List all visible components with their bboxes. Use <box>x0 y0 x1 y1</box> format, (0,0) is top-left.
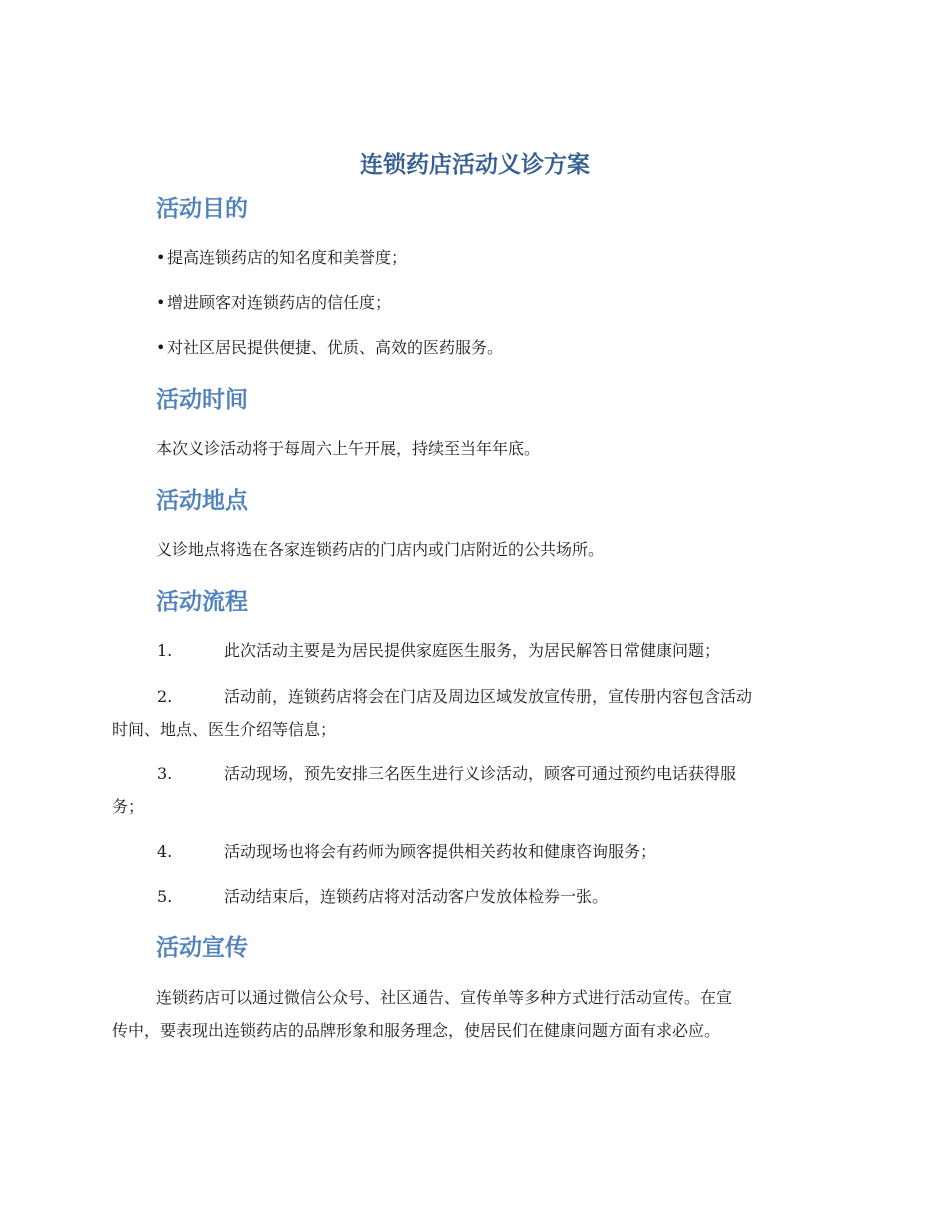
section-heading-location: 活动地点 <box>156 488 248 514</box>
purpose-bullet-text: 增进顾客对连锁药店的信任度； <box>167 293 392 312</box>
step-text: 活动现场也将会有药师为顾客提供相关药妆和健康咨询服务； <box>224 842 657 861</box>
location-paragraph: 义诊地点将选在各家连锁药店的门店内或门店附近的公共场所。 <box>156 540 605 559</box>
step-number: 5. <box>157 887 173 906</box>
step-text: 此次活动主要是为居民提供家庭医生服务，为居民解答日常健康问题； <box>224 641 721 660</box>
promotion-paragraph-line-2: 传中，要表现出连锁药店的品牌形象和服务理念，使居民们在健康问题方面有求必应。 <box>112 1021 721 1040</box>
bullet-dot: • <box>156 338 166 357</box>
section-heading-process: 活动流程 <box>156 589 248 615</box>
section-heading-purpose: 活动目的 <box>156 196 248 222</box>
section-heading-time: 活动时间 <box>156 387 248 413</box>
step-number: 1. <box>157 641 173 660</box>
bullet-dot: • <box>156 293 166 312</box>
promotion-paragraph-line-1: 连锁药店可以通过微信公众号、社区通告、宣传单等多种方式进行活动宣传。在宣 <box>156 988 733 1007</box>
step-text: 活动结束后，连锁药店将对活动客户发放体检券一张。 <box>224 887 609 906</box>
step-text-continued: 务； <box>112 797 145 816</box>
section-heading-promotion: 活动宣传 <box>156 935 248 961</box>
purpose-bullet-1 <box>156 241 407 274</box>
purpose-bullet-3 <box>156 331 503 364</box>
step-number: 3. <box>157 764 173 783</box>
bullet-dot: • <box>156 248 166 267</box>
time-paragraph: 本次义诊活动将于每周六上午开展，持续至当年年底。 <box>156 439 541 458</box>
step-text-continued: 时间、地点、医生介绍等信息； <box>112 720 337 739</box>
step-number: 2. <box>157 687 173 706</box>
step-text: 活动前，连锁药店将会在门店及周边区域发放宣传册，宣传册内容包含活动 <box>224 687 753 706</box>
purpose-bullet-text: 对社区居民提供便捷、优质、高效的医药服务。 <box>167 338 504 357</box>
step-number: 4. <box>157 842 173 861</box>
step-text: 活动现场，预先安排三名医生进行义诊活动，顾客可通过预约电话获得服 <box>224 764 737 783</box>
purpose-bullet-text: 提高连锁药店的知名度和美誉度； <box>167 248 408 267</box>
purpose-bullet-2 <box>156 286 391 319</box>
document-title: 连锁药店活动义诊方案 <box>360 152 590 178</box>
